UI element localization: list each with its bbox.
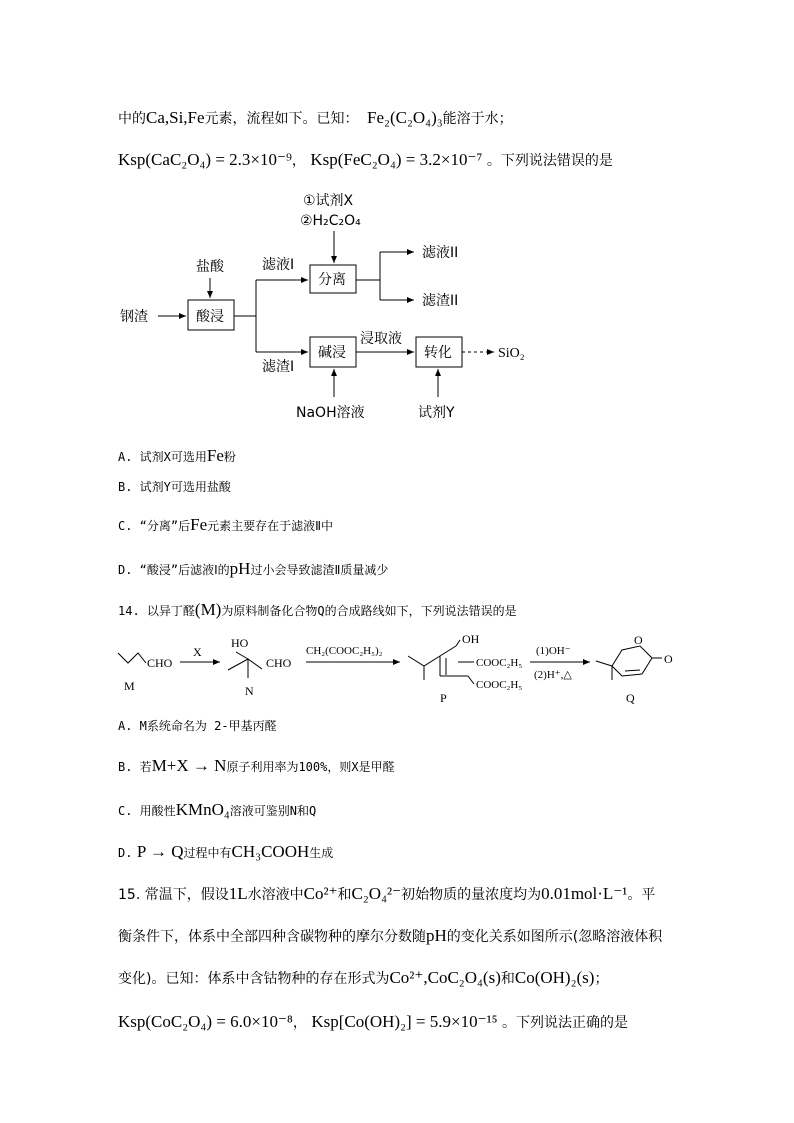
text: ， <box>292 1015 307 1031</box>
formula: Co²⁺ <box>303 884 338 903</box>
option-text: A. 试剂X可选用 <box>118 450 207 464</box>
q15-line-2 <box>118 926 662 947</box>
text: 能溶于水； <box>442 111 513 127</box>
m-cho: CHO <box>147 656 173 670</box>
option-text: 粉 <box>223 450 236 464</box>
formula: KMnO₄ <box>175 800 230 819</box>
option-text: C. 用酸性 <box>118 804 176 818</box>
text: 变化)。已知：体系中含钴物种的存在形式为 <box>118 971 390 987</box>
p-bond <box>468 676 474 684</box>
option-text: A. M系统命名为 2-甲基丙醛 <box>118 719 277 733</box>
label-reagent-h2c2o4: ②H₂C₂O₄ <box>300 213 361 229</box>
q-double-bond <box>625 670 640 671</box>
q13-option-a <box>118 446 236 467</box>
option-text: B. 试剂Y可选用盐酸 <box>118 480 231 494</box>
text: ； <box>594 971 609 987</box>
option-text: 生成 <box>309 846 334 860</box>
formula: 1L <box>228 884 248 903</box>
label-reagent-y: 试剂Y <box>418 405 455 421</box>
text: 。下列说法正确的是 <box>502 1015 629 1031</box>
p-bond <box>408 646 456 666</box>
text: 中的 <box>118 111 146 127</box>
option-text: 原子利用率为100%，则X是甲醛 <box>226 760 395 774</box>
label-leach-liquor: 浸取液 <box>360 331 402 347</box>
text: 。平 <box>627 887 656 903</box>
formula: Fe <box>190 515 208 534</box>
formula: P → Q <box>136 842 184 861</box>
text: 的变化关系如图所示(忽略溶液体积 <box>446 929 663 945</box>
q13-intro-line-1 <box>118 108 513 129</box>
option-text: 溶液可鉴别N和Q <box>229 804 317 818</box>
q-ring-o: O <box>634 633 643 647</box>
label-n: N <box>245 684 254 698</box>
p-oh: OH <box>462 632 480 646</box>
step-2: (2)H⁺,△ <box>534 669 572 681</box>
text: 15. 常温下，假设 <box>118 887 229 903</box>
label-residue-1: 滤渣I <box>262 359 295 375</box>
formula: Fe <box>206 446 224 465</box>
q15-line-1 <box>118 884 655 905</box>
option-text: 过小会导致滤渣Ⅱ质量减少 <box>250 563 389 577</box>
q13-option-d <box>118 559 388 580</box>
formula-fe-oxalate: Fe₂(C₂O₄)₃ <box>367 108 443 127</box>
text: ， <box>291 153 306 169</box>
label-conversion: 转化 <box>424 345 452 361</box>
p-ester-1: COOC₂H₅ <box>476 657 523 669</box>
q13-intro-line-2 <box>118 150 613 171</box>
formula: Ksp(CoC₂O₄) = 6.0×10⁻⁸ <box>118 1012 293 1031</box>
text: 初始物质的量浓度均为 <box>401 887 542 903</box>
option-text: D. “酸浸”后滤液Ⅰ的 <box>118 563 230 577</box>
label-m: M <box>124 679 135 693</box>
text: 衡条件下，体系中全部四种含碳物种的摩尔分数随 <box>118 929 426 945</box>
label-reagent-x: ①试剂X <box>303 193 354 209</box>
q15-line-4 <box>118 1012 628 1033</box>
label-hcl: 盐酸 <box>196 259 224 275</box>
label-q: Q <box>626 691 635 705</box>
reagent-x: X <box>193 645 202 659</box>
text: 水溶液中 <box>247 887 304 903</box>
q14-option-a <box>118 716 277 736</box>
text: 为原料制备化合物Q的合成路线如下，下列说法错误的是 <box>221 604 517 618</box>
option-text: 过程中有 <box>183 846 232 860</box>
q15-line-3 <box>118 968 608 989</box>
text: 。下列说法错误的是 <box>486 153 613 169</box>
label-alkali-leach: 碱浸 <box>318 345 346 361</box>
text: 和 <box>337 887 352 903</box>
q14-option-b <box>118 756 395 777</box>
formula: pH <box>229 559 251 578</box>
label-separation: 分离 <box>318 272 346 288</box>
n-cho: CHO <box>266 656 292 670</box>
label-filtrate-2: 滤液II <box>422 245 459 261</box>
label-filtrate-1: 滤液I <box>262 257 295 273</box>
label-naoh: NaOH溶液 <box>296 405 365 421</box>
skeleton-m <box>118 653 146 663</box>
q14-option-d <box>118 842 333 863</box>
synthesis-scheme <box>0 628 794 708</box>
formula: 0.01mol·L⁻¹ <box>541 884 628 903</box>
q14-option-c <box>118 800 316 821</box>
label-steel-slag: 钢渣 <box>120 309 148 325</box>
label-p: P <box>440 691 447 705</box>
option-text: D. <box>118 846 133 860</box>
formula: Co²⁺,CoC₂O₄(s) <box>389 968 501 987</box>
p-ester-2: COOC₂H₅ <box>476 679 523 691</box>
formula: pH <box>426 926 447 945</box>
n-bond <box>236 652 248 659</box>
option-text: B. 若 <box>118 760 152 774</box>
formula: Ksp[Co(OH)₂] = 5.9×10⁻¹⁵ <box>311 1012 498 1031</box>
q13-option-c <box>118 515 333 536</box>
formula: CH₃COOH <box>231 842 310 861</box>
text: 和 <box>500 971 515 987</box>
formula-m: (M) <box>194 600 222 619</box>
q-bond <box>596 661 612 666</box>
p-bond <box>456 640 460 646</box>
q-ring <box>612 646 652 676</box>
reagent-malonate: CH₂(COOC₂H₅)₂ <box>306 645 383 657</box>
text: 元素，流程如下。已知： <box>204 111 359 127</box>
formula: M+X → N <box>151 756 227 775</box>
n-ho: HO <box>231 636 249 650</box>
q14-stem <box>118 600 517 621</box>
text: 14. 以异丁醛 <box>118 604 195 618</box>
q13-option-b <box>118 477 231 497</box>
flowchart <box>0 185 794 425</box>
formula-ksp-fe: Ksp(FeC₂O₄) = 3.2×10⁻⁷ <box>310 150 483 169</box>
formula: C₂O₄²⁻ <box>351 884 402 903</box>
step-1: (1)OH⁻ <box>536 645 571 657</box>
label-sio2: SiO₂ <box>498 346 525 361</box>
option-text: 元素主要存在于滤液Ⅱ中 <box>207 519 334 533</box>
formula-ksp-ca: Ksp(CaC₂O₄) = 2.3×10⁻⁹ <box>118 150 292 169</box>
formula: Co(OH)₂(s) <box>514 968 595 987</box>
label-acid-leach: 酸浸 <box>196 309 224 325</box>
option-text: C. “分离”后 <box>118 519 191 533</box>
label-residue-2: 滤渣II <box>422 293 459 309</box>
q-carbonyl-o: O <box>664 652 673 666</box>
formula-elements: Ca,Si,Fe <box>146 108 205 127</box>
n-bond <box>228 659 262 670</box>
